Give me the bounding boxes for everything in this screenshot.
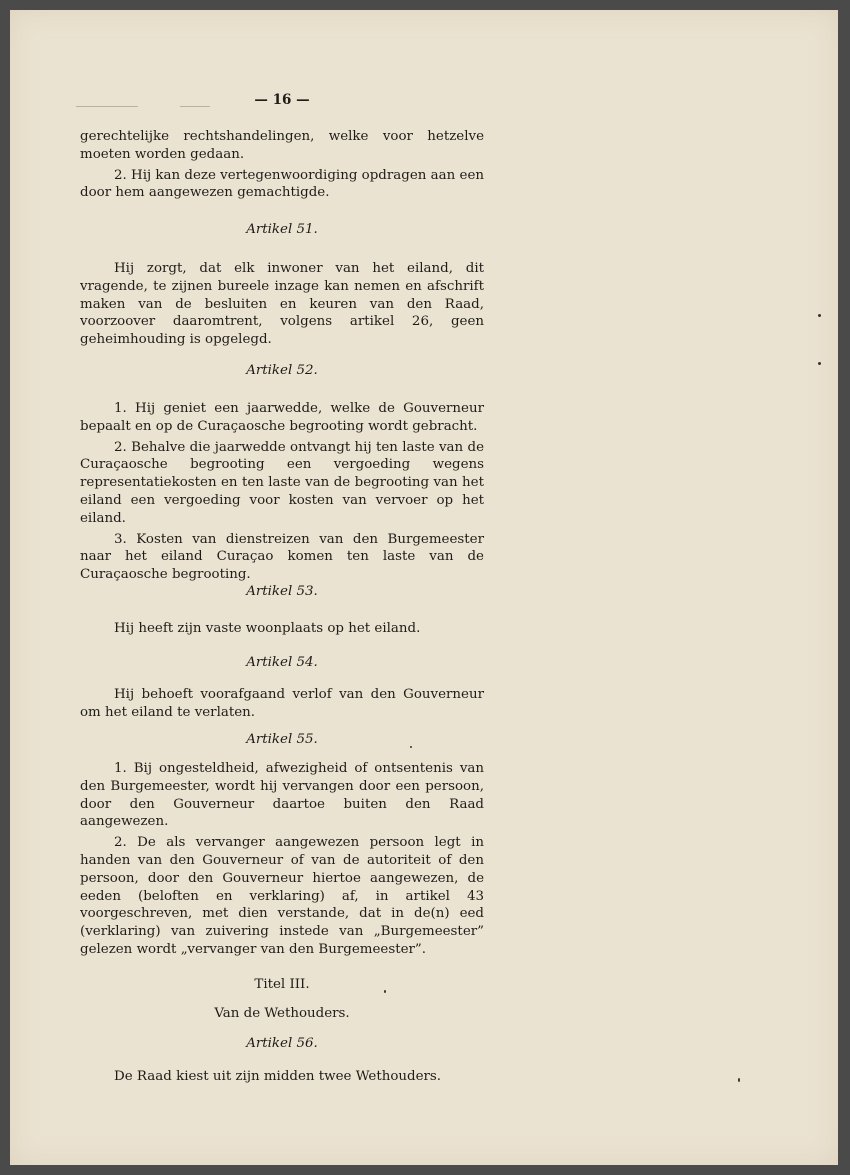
heading-artikel-55: Artikel 55. [246, 732, 318, 747]
artikel-55-lid-2: 2. De als vervanger aangewezen persoon legt in handen van den Gouverneur of van de autoriteit of den persoon, door den Gouverneur hiertoe aangewezen, de eeden (beloften en verklaring) af, in artikel 43 voorgeschreven, met dien verstande, dat in de(n) eed (verklaring) van zuivering instede van „Burgemeester” gelezen wordt „vervanger van den Burgemeester”. [80, 835, 484, 957]
paper-speck [738, 1078, 740, 1082]
heading-artikel-52: Artikel 52. [246, 363, 318, 378]
paragraph-2: 2. Hij kan deze vertegenwoordiging opdragen aan een door hem aangewezen gemachtigde. [80, 167, 484, 201]
artikel-51-body [80, 260, 484, 349]
artikel-51-text: Hij zorgt, dat elk inwoner van het eiland, dit vragende, te zijnen bureele inzage kan nemen en afschrift maken van de besluiten en keuren van den Raad, voorzoover daaromtrent, volgens artikel 26, geen geheimhouding is opgelegd. [80, 261, 484, 348]
heading-artikel-56: Artikel 56. [246, 1036, 318, 1051]
artikel-54-text: Hij behoeft voorafgaand verlof van den Gouverneur om het eiland te verlaten. [80, 687, 484, 720]
paper-speck [818, 362, 821, 365]
artikel-52-lid-3: 3. Kosten van dienstreizen van den Burgemeester naar het eiland Curaçao komen ten laste van de Curaçaosche begrooting. [80, 531, 484, 583]
paragraph-continuation: gerechtelijke rechtshandelingen, welke voor hetzelve moeten worden gedaan. [80, 129, 484, 162]
top-paragraphs [80, 128, 484, 202]
document-page [10, 10, 838, 1165]
artikel-56-body [80, 1068, 484, 1086]
page-number: — 16 — [254, 92, 310, 108]
heading-artikel-54: Artikel 54. [246, 655, 318, 670]
paper-speck [818, 314, 821, 317]
artikel-55-lid-1: 1. Bij ongesteldheid, afwezigheid of ontsentenis van den Burgemeester, wordt hij vervangen door een persoon, door den Gouverneur daartoe buiten den Raad aangewezen. [80, 761, 484, 830]
artikel-54-body [80, 686, 484, 722]
paper-speck [410, 746, 412, 748]
artikel-52-body [80, 400, 484, 584]
artikel-53-body [80, 620, 484, 638]
artikel-55-body [80, 760, 484, 959]
subheading-wethouders: Van de Wethouders. [214, 1006, 350, 1021]
artikel-52-lid-1: 1. Hij geniet een jaarwedde, welke de Gouverneur bepaalt en op de Curaçaosche begrooting wordt gebracht. [80, 401, 484, 434]
heading-artikel-53: Artikel 53. [246, 584, 318, 599]
heading-artikel-51: Artikel 51. [246, 222, 318, 237]
artikel-52-lid-2: 2. Behalve die jaarwedde ontvangt hij ten laste van de Curaçaosche begrooting een vergoeding wegens representatiekosten en ten laste van de begrooting van het eiland een vergoeding voor kosten van vervoer op het eiland. [80, 439, 484, 526]
paper-speck [384, 990, 386, 993]
heading-titel-iii: Titel III. [254, 977, 310, 992]
artikel-56-text: De Raad kiest uit zijn midden twee Wethouders. [114, 1069, 442, 1084]
artikel-53-text: Hij heeft zijn vaste woonplaats op het eiland. [114, 621, 421, 636]
